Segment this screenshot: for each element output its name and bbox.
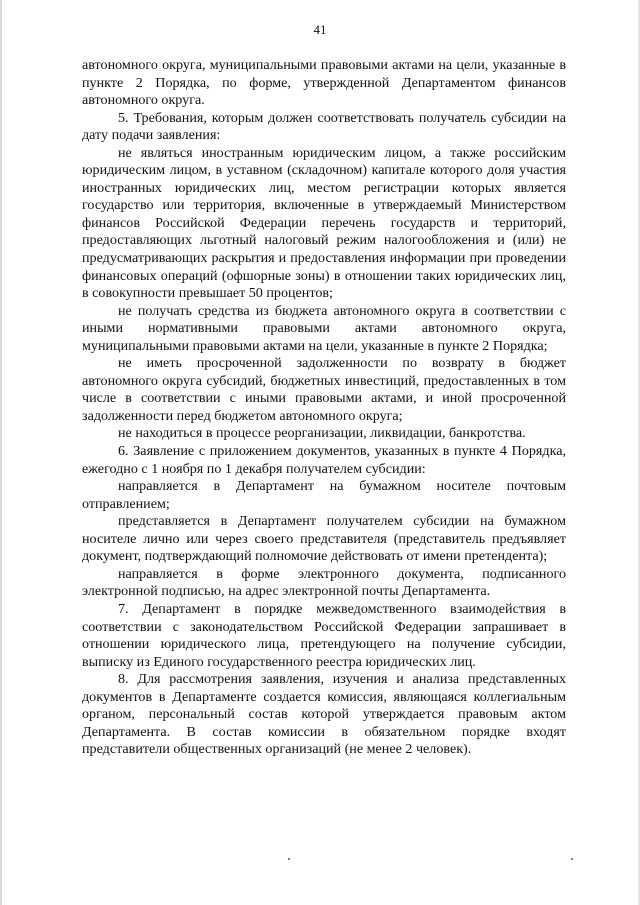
paragraph-requirement-no-reorganization: не находиться в процессе реорганизации, ликвидации, банкротства. <box>118 425 526 442</box>
document-body <box>82 57 566 759</box>
paragraph-item-5: 5. Требования, которым должен соответствовать получатель субсидии на дату подачи заявления: <box>82 109 566 144</box>
paragraph-submission-electronic: направляется в форме электронного документа, подписанного электронной подписью, на адрес электронной почты Департамента. <box>82 565 566 600</box>
paragraph-submission-in-person: представляется в Департамент получателем субсидии на бумажном носителе лично или через своего представителя (представитель предъявляет документ, подтверждающий полномочие действовать от имени претендента); <box>82 513 566 565</box>
scan-artifact-dot <box>288 858 290 860</box>
paragraph-item-6: 6. Заявление с приложением документов, указанных в пункте 4 Порядка, ежегодно с 1 ноября по 1 декабря получателем субсидии: <box>82 443 566 477</box>
page-number: 41 <box>313 22 327 37</box>
paragraph-requirement-foreign-entity: не являться иностранным юридическим лицом, а также российским юридическим лицом, в уставном (складочном) капитале которого доля участия иностранных юридических лиц, местом регистрации которых является государство или территория, включенные в утверждаемый Министерством финансов Российской Федерации перечень государств и территорий, предоставляющих льготный налоговый режим налогообложения и (или) не предусматривающих раскрытия и предоставления информации при проведении финансовых операций (офшорные зоны) в отношении таких юридических лиц, в совокупности превышает 50 процентов; <box>82 144 566 302</box>
paragraph-item-8: 8. Для рассмотрения заявления, изучения и анализа представленных документов в Департаменте создается комиссия, являющаяся коллегиальным органом, персональный состав которой утверждается правовым актом Департамента. В состав комиссии в обязательном порядке входят представители общественных организаций (не менее 2 человек). <box>82 671 566 758</box>
paragraph-requirement-no-budget-funds: не получать средства из бюджета автономного округа в соответствии с иными нормативными правовыми актами автономного округа, муниципальными правовыми актами на цели, указанные в пункте 2 Порядка; <box>82 302 566 354</box>
paragraph-requirement-no-debt: не иметь просроченной задолженности по возврату в бюджет автономного округа субсидий, бюджетных инвестиций, предоставленных в том числе в соответствии с иными правовыми актами, и иной просроченной задолженности перед бюджетом автономного округа; <box>82 355 566 424</box>
paragraph-item-7: 7. Департамент в порядке межведомственного взаимодействия в соответствии с законодательством Российской Федерации запрашивает в отношении юридического лица, претендующего на получение субсидии, выписку из Единого государственного реестра юридических лиц. <box>82 600 566 670</box>
page-edge-left <box>0 0 2 905</box>
paragraph-submission-mail: направляется в Департамент на бумажном носителе почтовым отправлением; <box>82 478 566 512</box>
scan-artifact-dot <box>571 858 573 860</box>
paragraph-continuation: автономного округа, муниципальными правовыми актами на цели, указанные в пункте 2 Порядка, по форме, утвержденной Департаментом финансов автономного округа. <box>82 57 566 109</box>
